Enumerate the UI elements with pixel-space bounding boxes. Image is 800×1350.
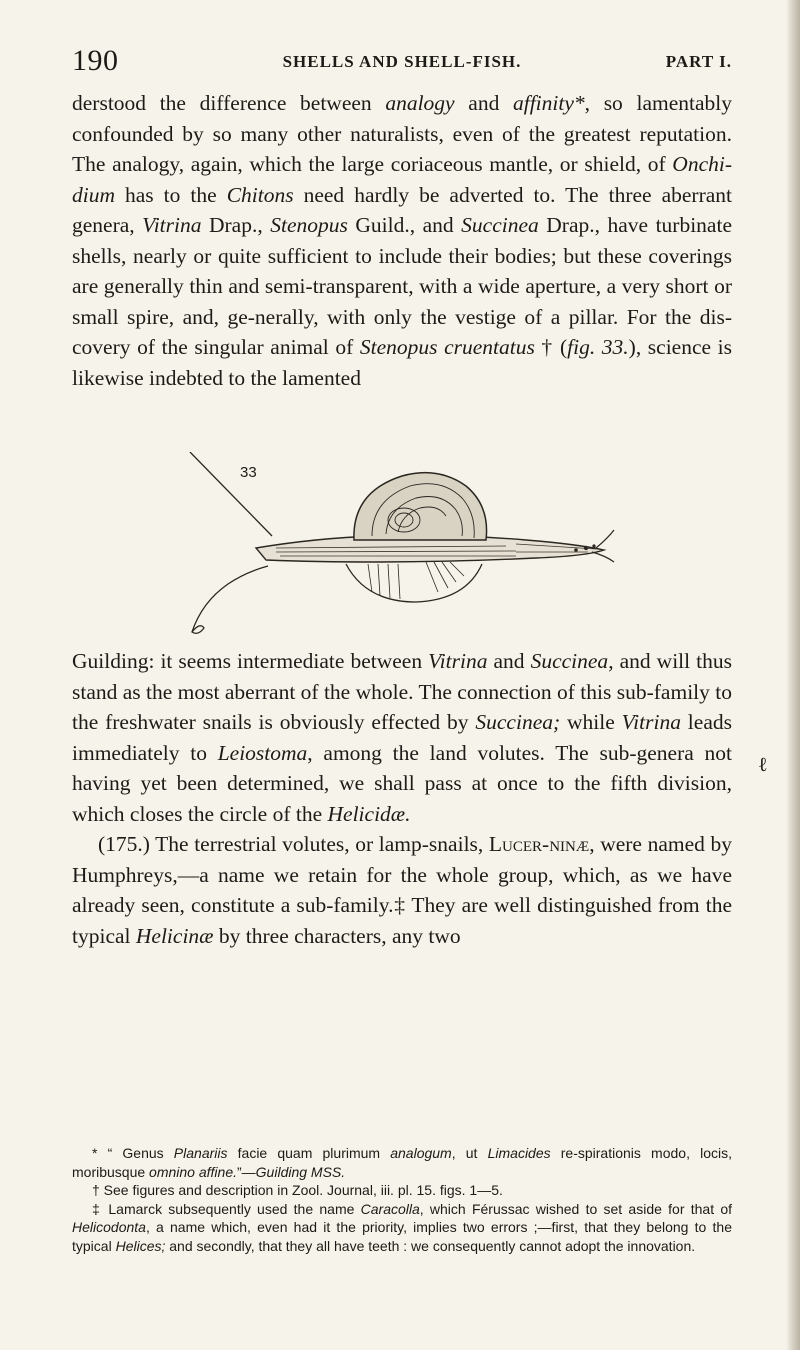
text-run: Lucer-ninæ (488, 832, 590, 856)
text-run: need hardly be adverted to. The three aberrant genera, (72, 182, 732, 237)
footnote-1 (72, 1144, 732, 1181)
text-run: Onchi-dium (72, 152, 732, 207)
text-run: Guilding MSS. (255, 1163, 346, 1180)
mantle-outline (346, 564, 482, 602)
text-run: Drap., (201, 213, 271, 237)
text-run: while (560, 710, 622, 734)
footnote-3 (72, 1200, 732, 1256)
paragraph (72, 646, 732, 829)
text-run: has to the (115, 182, 227, 207)
text-run: Helicinæ (135, 923, 214, 948)
text-run: , among the land volutes. The sub-genera not having yet been determined, we shall pass at once to the fifth division, which closes the circle of the (72, 740, 732, 826)
page-edge-shadow (786, 0, 800, 1350)
text-run: leads immediately to (72, 710, 732, 765)
text-run: , were named by Humphreys,—a name we retain for the whole group, which, as we have already seen, constitute a sub-family.‡ They are well distinguished from the typical (72, 832, 732, 948)
text-run: , so lamentably confounded by so many other naturalists, even of the greatest reputation. The analogy, again, which the large coriaceous mantle, or shield, of (72, 91, 732, 176)
text-run: , a name which, even had it the priority, implies two errors ;—first, that they belong to the typical (72, 1219, 732, 1254)
text-run: † ( (534, 335, 568, 359)
text-run: Helicidæ. (327, 801, 411, 826)
text-run: Succinea (530, 649, 609, 673)
text-run: Stenopus (270, 213, 348, 237)
text-run: † See figures and description in Zool. Journal, iii. pl. 15. figs. 1—5. (92, 1182, 503, 1199)
text-run: Caracolla (360, 1200, 420, 1217)
text-run: Succinea (461, 213, 539, 237)
text-run: Helices; (115, 1237, 166, 1254)
paragraph (72, 88, 732, 393)
text-run: , which Férussac wished to set aside for that of (419, 1200, 732, 1217)
mantle-hatching (368, 562, 464, 599)
text-run: Leiostoma (217, 740, 308, 765)
text-run: Stenopus cruentatus (359, 335, 535, 359)
text-run: * “ Genus (92, 1145, 174, 1161)
text-run: (175.) The terrestrial volutes, or lamp-snails, (98, 832, 489, 856)
tentacle (592, 552, 614, 562)
text-run: , ut (451, 1145, 488, 1161)
text-run: Drap., have turbinate shells, nearly or quite sufficient to include their bodies; but these coverings are generally thin and semi-transparent, with a wide aperture, a very short or small spire, and, ge-nerally, with only the vestige of a pillar. For the dis-covery of the singular animal of (72, 213, 732, 359)
pointer-line (190, 452, 272, 536)
shell-dome (354, 473, 487, 540)
text-run: analogum (390, 1145, 452, 1161)
text-run: Chitons (226, 182, 294, 207)
text-run: Vitrina (621, 710, 681, 734)
text-run: Guild., and (347, 213, 462, 237)
text-run: re-spirationis modo, locis, moribusque (72, 1145, 732, 1180)
running-head: SHELLS AND SHELL-FISH. (282, 52, 522, 71)
tail-line (192, 566, 268, 632)
text-run: and (487, 649, 531, 673)
figure-number: 33 (240, 464, 257, 481)
text-run: fig. 33. (567, 335, 629, 359)
tentacle (596, 530, 614, 548)
page-header (72, 44, 732, 84)
text-run: ”— (237, 1163, 256, 1180)
footnotes (72, 1144, 732, 1256)
text-run: affinity* (512, 91, 585, 115)
figure-33 (176, 452, 616, 642)
text-run: by three characters, any two (213, 923, 461, 948)
text-run: Limacides (487, 1145, 551, 1161)
body-text-bottom (72, 646, 732, 951)
margin-annotation: ℓ (758, 754, 768, 776)
text-run: Helicodonta (72, 1219, 146, 1236)
text-run: and secondly, that they all have teeth : we consequently cannot adopt the innovation. (165, 1237, 696, 1254)
text-run: Vitrina (428, 649, 488, 673)
text-run: and (454, 91, 513, 115)
text-run: , and will thus stand as the most aberrant of the whole. The connection of this sub-family to the freshwater snails is obviously effected by (72, 649, 732, 734)
text-run: Guilding: it seems intermediate between (72, 649, 429, 673)
page-number: 190 (72, 44, 119, 77)
text-run: ‡ Lamarck subsequently used the name (92, 1200, 361, 1217)
paragraph-175 (72, 829, 732, 951)
text-run: ), science is likewise indebted to the lamented (72, 335, 732, 390)
text-run: facie quam plurimum (227, 1145, 391, 1161)
part-label: PART I. (665, 52, 732, 71)
text-run: analogy (385, 91, 455, 115)
text-run: Succinea; (475, 710, 561, 734)
body-text-top (72, 88, 732, 393)
text-run: omnino affine. (149, 1163, 237, 1180)
text-run: Planariis (173, 1145, 228, 1161)
footnote-2 (72, 1181, 732, 1200)
text-run: derstood the difference between (72, 91, 386, 115)
text-run: Vitrina (142, 213, 202, 237)
